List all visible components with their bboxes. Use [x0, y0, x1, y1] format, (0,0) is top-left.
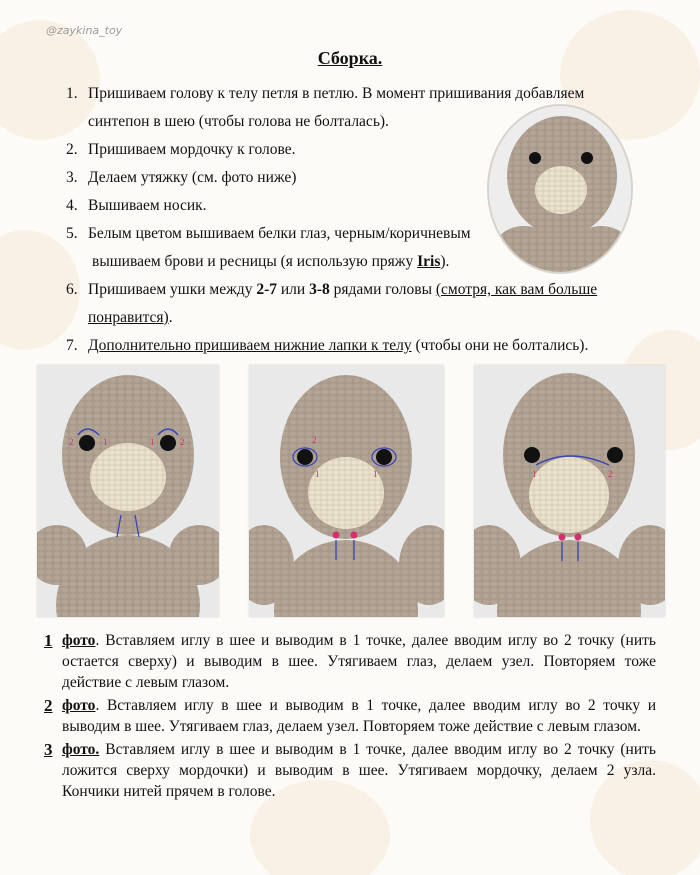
step-photo-3 [474, 365, 665, 617]
point-label: 1 [103, 437, 108, 447]
row-range: 3-8 [309, 281, 330, 298]
step-note: (смотря, как вам больше [435, 281, 598, 298]
step-number: 7. [66, 337, 78, 354]
step-number: 2. [66, 141, 78, 158]
photo-note [44, 739, 656, 802]
note-label: фото [62, 697, 96, 714]
point-label: 1 [532, 469, 537, 479]
step-number: 6. [66, 281, 78, 298]
yarn-name: Iris [417, 253, 441, 270]
step-number: 3. [66, 169, 78, 186]
step-text: Вышиваем носик. [88, 197, 207, 214]
step-text: Белым цветом вышиваем белки глаз, черным/коричневым [88, 225, 471, 242]
step-number: 5. [66, 225, 78, 242]
step-text: Пришиваем ушки между [88, 281, 257, 298]
step-photo-1 [37, 365, 219, 617]
step-note-continued: понравится) [88, 309, 169, 326]
note-text: Вставляем иглу в шее и выводим в 1 точке, далее вводим иглу во 2 точку (нить ложится сверху мордочки) и выводим в шее. Утягиваем мордочку, делаем 2 узла. Кончики нитей прячем в голове. [62, 741, 656, 800]
point-label: 2 [312, 435, 317, 445]
step-text-continued: вышиваем брови и ресницы (я использую пряжу [92, 253, 418, 270]
step-text-end: ). [440, 253, 450, 270]
toy-head-photo [487, 104, 633, 274]
watermark: @zaykina_toy [46, 24, 123, 37]
step-number: 4. [66, 197, 78, 214]
step-text: Дополнительно пришиваем нижние лапки к телу [88, 337, 412, 354]
step-text: Делаем утяжку (см. фото ниже) [88, 169, 297, 186]
step-text-continued: синтепон в шею (чтобы голова не болталась). [88, 113, 389, 130]
note-number: 3 [44, 740, 53, 759]
point-label: 1 [373, 469, 378, 479]
step-text-end: . [168, 309, 173, 326]
row-range: 2-7 [256, 281, 277, 298]
step-text: (чтобы они не болтались). [411, 337, 589, 354]
photo-notes [44, 630, 656, 804]
point-label: 2 [69, 437, 74, 447]
point-label: 2 [608, 469, 613, 479]
note-text: . Вставляем иглу в шее и выводим в 1 точке, далее вводим иглу во 2 точку и выводим в шее. Утягиваем глаз, делаем узел. Повторяем тоже действие с левым глазом. [62, 697, 656, 735]
note-number: 1 [44, 631, 53, 650]
step-photo-2 [249, 365, 444, 617]
step-text: или [277, 281, 310, 298]
step-text: рядами головы [329, 281, 436, 298]
point-label: 1 [150, 437, 155, 447]
step-item [66, 276, 666, 332]
step-text: Пришиваем мордочку к голове. [88, 141, 296, 158]
page-title: Сборка. [317, 48, 383, 68]
note-label: фото. [62, 741, 100, 758]
photo-note [44, 695, 656, 737]
point-label: 2 [180, 437, 185, 447]
note-number: 2 [44, 696, 53, 715]
step-number: 1. [66, 85, 78, 102]
photo-note [44, 630, 656, 693]
step-item [66, 332, 666, 360]
note-text: . Вставляем иглу в шее и выводим в 1 точке, далее вводим иглу во 2 точку (нить остается сверху) и выводим в шее. Утягиваем глаз, делаем узел. Повторяем тоже действие с левым глазом. [62, 632, 656, 691]
step-text: Пришиваем голову к телу петля в петлю. В момент пришивания добавляем [88, 85, 585, 102]
point-label: 1 [315, 469, 320, 479]
note-label: фото [62, 632, 96, 649]
